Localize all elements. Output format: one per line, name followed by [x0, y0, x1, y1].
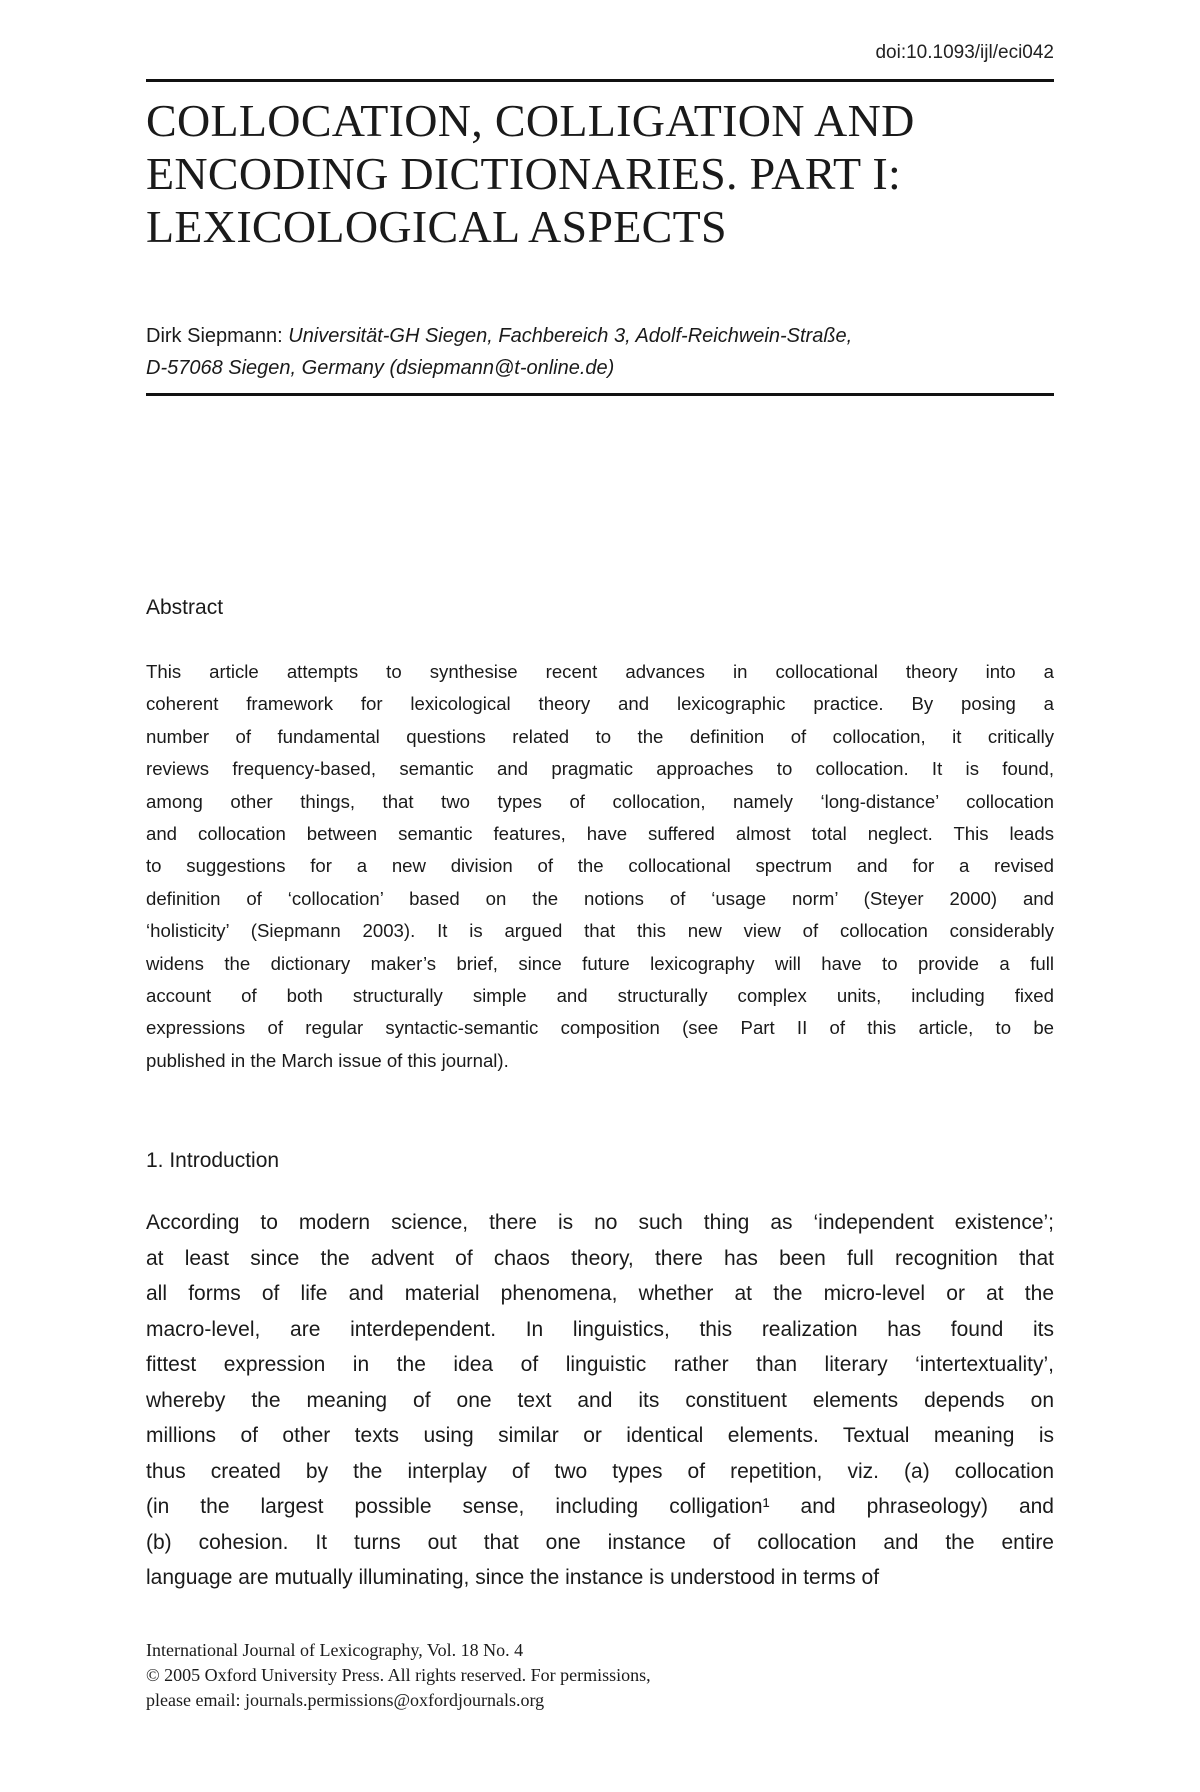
text-line: published in the March issue of this journal). — [146, 1049, 509, 1071]
title-line: COLLOCATION, COLLIGATION AND — [146, 95, 915, 146]
doi: doi:10.1093/ijl/eci042 — [875, 42, 1054, 63]
text-line: This article attempts to synthesise recent advances in collocational theory into a — [146, 661, 1054, 682]
text-line: all forms of life and material phenomena, whether at the micro-level or at the — [146, 1282, 1054, 1305]
abstract-text — [146, 656, 1054, 1077]
top-rule — [146, 79, 1054, 82]
introduction-text — [146, 1205, 1054, 1596]
text-line: According to modern science, there is no such thing as ‘independent existence’; — [146, 1211, 1054, 1234]
text-line: (in the largest possible sense, including colligation¹ and phraseology) and — [146, 1495, 1054, 1518]
journal-citation: International Journal of Lexicography, Vol. 18 No. 4 — [146, 1640, 524, 1660]
text-line: to suggestions for a new division of the collocational spectrum and for a revised — [146, 855, 1054, 877]
text-line: fittest expression in the idea of linguistic rather than literary ‘intertextuality’, — [146, 1353, 1054, 1376]
text-line: coherent framework for lexicological theory and lexicographic practice. By posing a — [146, 693, 1054, 715]
text-line: among other things, that two types of collocation, namely ‘long-distance’ collocation — [146, 790, 1054, 812]
text-line: (b) cohesion. It turns out that one instance of collocation and the entire — [146, 1530, 1054, 1554]
text-line: ‘holisticity’ (Siepmann 2003). It is argued that this new view of collocation considerably — [146, 920, 1054, 942]
introduction-heading: 1. Introduction — [146, 1149, 280, 1172]
author-affiliation: Universität-GH Siegen, Fachbereich 3, Adolf-Reichwein-Straße, — [288, 325, 853, 347]
text-line: thus created by the interplay of two types of repetition, viz. (a) collocation — [146, 1459, 1054, 1483]
text-line: widens the dictionary maker’s brief, since future lexicography will have to provide a full — [146, 952, 1054, 974]
text-line: millions of other texts using similar or identical elements. Textual meaning is — [146, 1424, 1054, 1447]
author-rule — [146, 393, 1054, 396]
permissions-email: please email: journals.permissions@oxfordjournals.org — [146, 1690, 545, 1710]
footer — [146, 1638, 651, 1713]
abstract-heading: Abstract — [146, 596, 224, 619]
text-line: expressions of regular syntactic-semantic composition (see Part II of this article, to be — [146, 1017, 1054, 1039]
text-line: and collocation between semantic features, have suffered almost total neglect. This leads — [146, 823, 1054, 845]
text-line: whereby the meaning of one text and its constituent elements depends on — [146, 1388, 1054, 1412]
author-block — [146, 320, 1054, 384]
text-line: number of fundamental questions related to the definition of collocation, it critically — [146, 725, 1054, 747]
text-line: at least since the advent of chaos theory, there has been full recognition that — [146, 1246, 1054, 1270]
text-line: reviews frequency-based, semantic and pragmatic approaches to collocation. It is found, — [146, 758, 1054, 780]
title-line: LEXICOLOGICAL ASPECTS — [146, 201, 727, 252]
text-line: language are mutually illuminating, since the instance is understood in terms of — [146, 1566, 880, 1589]
text-line: definition of ‘collocation’ based on the notions of ‘usage norm’ (Steyer 2000) and — [146, 887, 1054, 909]
copyright: © 2005 Oxford University Press. All rights reserved. For permissions, — [146, 1665, 651, 1685]
author-affiliation-address: D-57068 Siegen, Germany (dsiepmann@t-online.de) — [146, 357, 615, 379]
text-line: macro-level, are interdependent. In linguistics, this realization has found its — [146, 1317, 1054, 1341]
text-line: account of both structurally simple and structurally complex units, including fixed — [146, 985, 1054, 1007]
article-title — [146, 94, 1066, 253]
author-name: Dirk Siepmann: — [146, 325, 283, 347]
title-line: ENCODING DICTIONARIES. PART I: — [146, 148, 902, 199]
